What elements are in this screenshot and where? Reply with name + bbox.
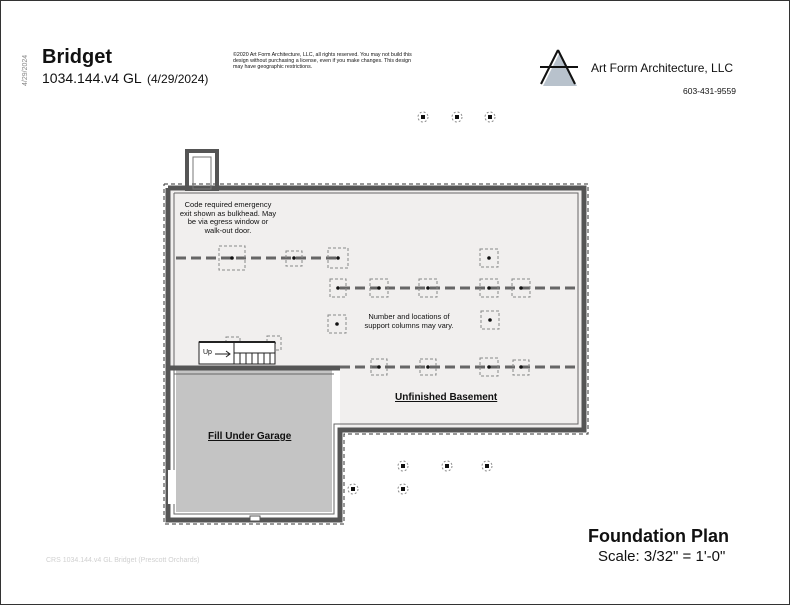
room-label-basement: Unfinished Basement	[395, 392, 498, 403]
plan-date: (4/29/2024)	[147, 72, 209, 86]
copyright-notice: ©2020 Art Form Architecture, LLC, all rights reserved. You may not build this design without purchasing a license, even if you make changes. This design may have geographic restrictions.	[233, 52, 412, 71]
firm-phone: 603-431-9559	[683, 86, 736, 96]
plan-number: 1034.144.v4 GL	[42, 70, 142, 86]
firm-name: Art Form Architecture, LLC	[591, 61, 734, 75]
garage-opening	[168, 470, 176, 504]
room-label-garage: Fill Under Garage	[208, 431, 292, 442]
plan-scale: Scale: 3/32" = 1'-0"	[598, 548, 726, 565]
garage-vent	[250, 516, 260, 521]
plan-name: Bridget	[42, 46, 112, 68]
vertical-date: 4/29/2024	[22, 54, 29, 86]
stairs-up-label: Up	[203, 349, 212, 356]
footer-reference: CRS 1034.144.v4 GL Bridget (Prescott Orchards)	[46, 557, 200, 564]
firm-logo-icon	[540, 50, 578, 86]
bulkhead-note: Code required emergency exit shown as bulkhead. May be via egress window or walk-out door.	[179, 200, 277, 235]
columns-note: Number and locations of support columns may vary.	[364, 312, 454, 330]
bulkhead	[187, 151, 217, 189]
plan-title: Foundation Plan	[588, 526, 729, 546]
